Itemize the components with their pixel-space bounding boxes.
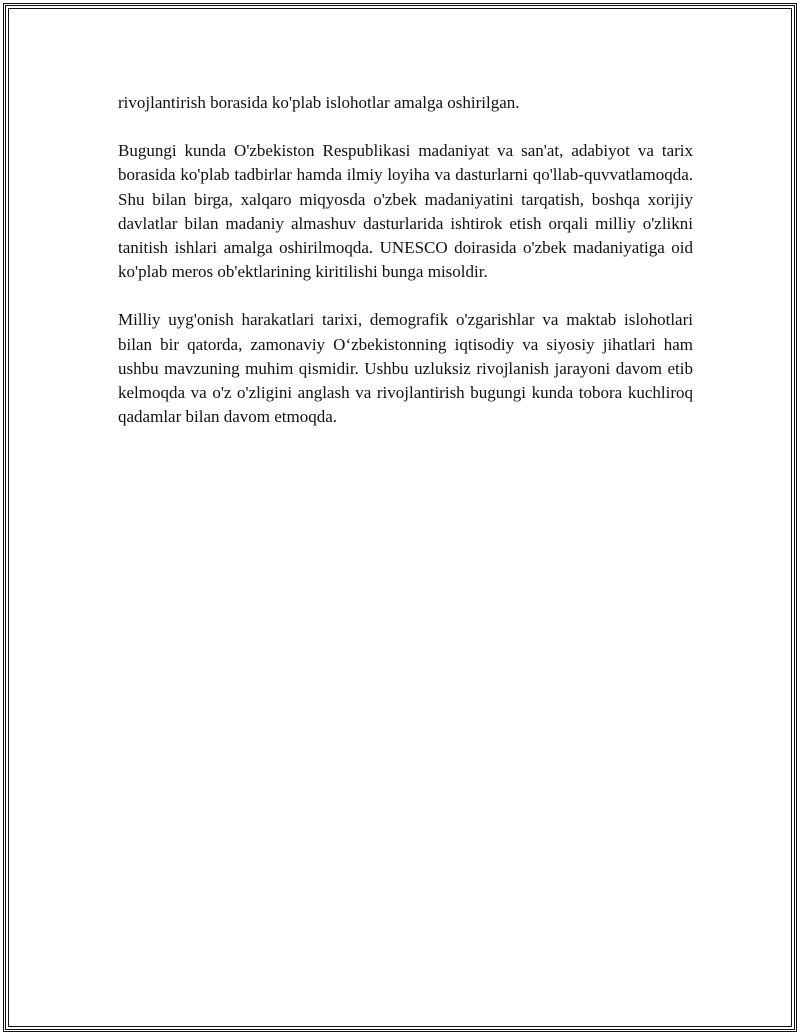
paragraph-2: Bugungi kunda O'zbekiston Respublikasi madaniyat va san'at, adabiyot va tarix borasida ko'plab tadbirlar hamda ilmiy loyiha va dasturlarni qo'llab-quvvatlamoqda. Shu bilan birga, xalqaro miqyosda o'zbek madaniyatini tarqatish, boshqa xorijiy davlatlar bilan madaniy almashuv dasturlarida ishtirok etish orqali milliy o'zlikni tanitish ishlari amalga oshirilmoqda. UNESCO doirasida o'zbek madaniyatiga oid ko'plab meros ob'ektlarining kiritilishi bunga misoldir. xyxy=(118,141,693,282)
paragraph-3: Milliy uyg'onish harakatlari tarixi, demografik o'zgarishlar va maktab islohotlari bilan bir qatorda, zamonaviy O‘zbekistonning iqtisodiy va siyosiy jihatlari ham ushbu mavzuning muhim qismidir. Ushbu uzluksiz rivojlanish jarayoni davom etib kelmoqda va o'z o'zligini anglash va rivojlantirish bugungi kunda tobora kuchliroq qadamlar bilan davom etmoqda. xyxy=(118,310,693,427)
paragraph-1: rivojlantirish borasida ko'plab islohotlar amalga oshirilgan. xyxy=(118,93,520,112)
document-body xyxy=(118,91,693,453)
